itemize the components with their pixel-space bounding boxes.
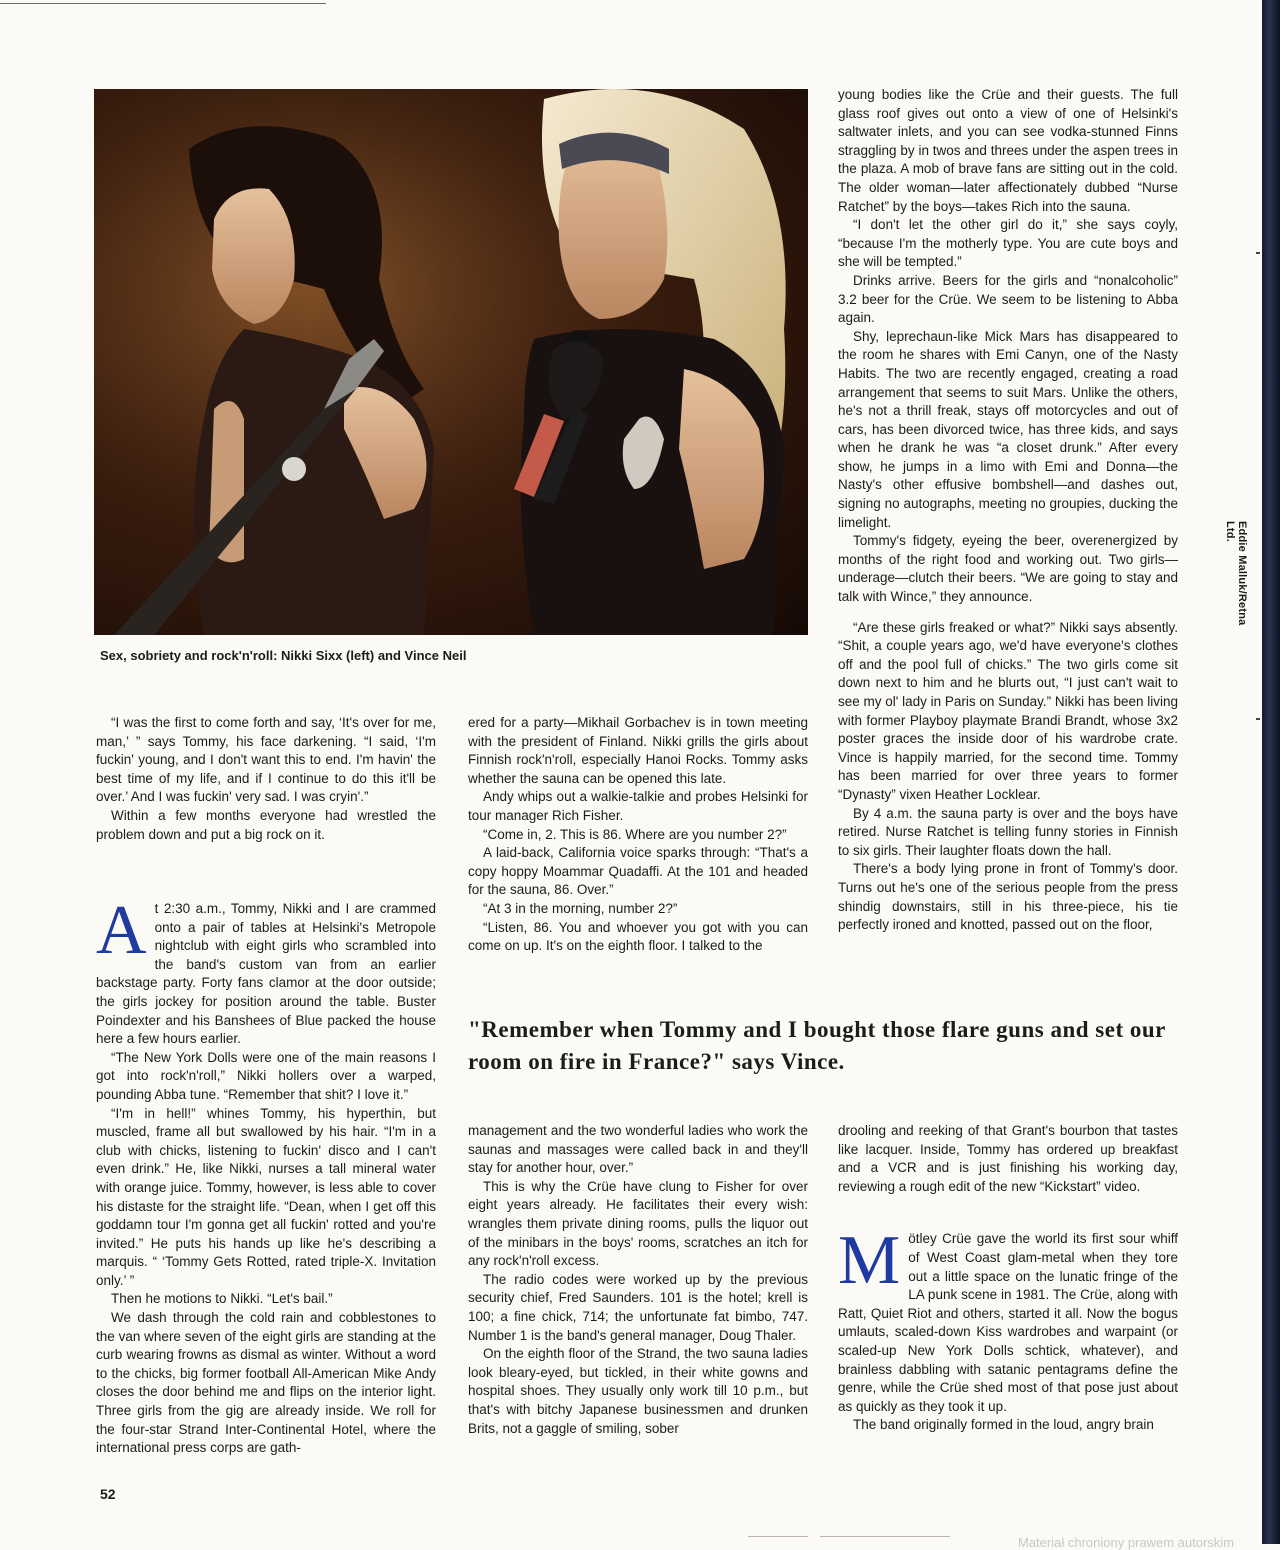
lead-text: ötley Crüe gave the world its first sour whiff of West Coast glam-metal when they tore out a little space on the lunatic fringe of the LA punk scene in 1981. The Crüe, along with Ratt, Quiet Riot and others, started it all. Now the bogus umlauts, scaled-down Kiss wardrobes and warpaint (or scaled-up New York Dolls schtick, whatever), and brainless dabbling with satanic pentagrams define the genre, while the Crüe shed most of that pose just about as quickly as they took it up. (838, 1231, 1178, 1414)
drop-cap-m: M (838, 1222, 901, 1300)
concert-photo-illustration (94, 89, 808, 635)
paragraph: Shy, leprechaun-like Mick Mars has disappeared to the room he shares with Emi Canyn, one of the Nasty Habits. The two are recently engaged, creating a road arrangement that seems to suit Mars. Unlike the others, he's not a thrill freak, stays off motorcycles and out of cars, has been divorced twice, has three kids, and says when he drank he was “a closet drunk.” After every show, he jumps in a limo with Emi and Donna—the Nasty's other effusive bombshell—and dashes out, signing no autographs, meeting no groupies, ducking the limelight. (838, 328, 1178, 530)
paragraph: A laid-back, California voice sparks through: “That's a copy hoppy Moammar Quadaffi. At the 101 and headed for the sauna, 86. Over.” (468, 845, 808, 898)
column-1-bottom (96, 892, 436, 1458)
lead-text: t 2:30 a.m., Tommy, Nikki and I are crammed onto a pair of tables at Helsinki's Metropole nightclub with eight girls who scrambled into the band's custom van from an earlier backstage party. Forty fans clamor at the door outside; the girls jockey for position around the table. Buster Poindexter and his Banshees of Blue packed the house here a few hours earlier. (96, 901, 436, 1047)
photo-caption: Sex, sobriety and rock'n'roll: Nikki Sixx (left) and Vince Neil (100, 648, 467, 663)
column-3-bottom (838, 1122, 1178, 1435)
paragraph: The band originally formed in the loud, angry brain (853, 1417, 1154, 1433)
paragraph: young bodies like the Crüe and their guests. The full glass roof gives out onto a view of one of Helsinki's saltwater inlets, and you can see vodka-stunned Finns straggling by in twos and threes under the aspen trees in the plaza. A mob of brave fans are sitting out in the cold. The older woman—later affectionately dubbed “Nurse Ratchet” by the boys—takes Rich into the sauna. (838, 87, 1178, 214)
section-lead (96, 892, 436, 1049)
paragraph: “I'm in hell!” whines Tommy, his hyperthin, but muscled, frame all but swallowed by his hair. “I'm in a club with chicks, listening to fuckin' disco and I can't even drink.” He, like Nikki, nurses a tall mineral water with orange juice. Tommy, however, is less able to cover his distaste for the straight life. “Dean, when I get off this goddamn tour I'm gonna get all fuckin' rotted and you're invited.” He puts his hands up like he's describing a marquis. “ ‘Tommy Gets Rotted, rated triple-X. Invitation only.’ ” (96, 1105, 436, 1288)
paragraph: “Come in, 2. This is 86. Where are you number 2?” (483, 826, 787, 842)
paragraph: Tommy's fidgety, eyeing the beer, overenergized by months of the right food and working out. Two girls—underage—clutch their beers. “We are going to stay and talk with Wince,” they announce. (838, 533, 1178, 605)
column-1-top (96, 714, 436, 844)
paragraph: “Are these girls freaked or what?” Nikki says absently. “Shit, a couple years ago, we'd have everyone's clothes off and the pool full of chicks.” The two girls come sit down next to him and he blurts out, “I just can't wait to see my ol' lady in Paris on Sunday.” Nikki has been living with former Playboy playmate Brandi Brandt, whose 3x2 poster graces the inside door of his wardrobe crate. Vince is happily married, for the second time. Tommy has been married for over three years to former “Dynasty” vixen Heather Locklear. (838, 619, 1178, 802)
paragraph: “At 3 in the morning, number 2?” (483, 900, 678, 916)
divider (820, 1536, 950, 1537)
section-lead (838, 1222, 1178, 1416)
paragraph: “I don't let the other girl do it,” she says coyly, “because I'm the motherly type. You are cute boys and she will be tempted.” (838, 217, 1178, 270)
paragraph: Within a few months everyone had wrestled the problem down and put a big rock on it. (96, 807, 436, 842)
paragraph: Drinks arrive. Beers for the girls and “nonalcoholic” 3.2 beer for the Crüe. We seem to be listening to Abba again. (838, 272, 1178, 326)
divider (748, 1536, 808, 1537)
paragraph: drooling and reeking of that Grant's bourbon that tastes like lacquer. Inside, Tommy has ordered up breakfast and a VCR and is just finishing his working day, reviewing a rough edit of the new “Kickstart” video. (838, 1123, 1178, 1194)
photo-credit: Eddie Malluk/Retna Ltd. (1224, 521, 1248, 626)
edge-mark (1256, 252, 1260, 254)
paragraph: On the eighth floor of the Strand, the two sauna ladies look bleary-eyed, but tickled, in their white gowns and hospital shoes. They usually only work till 10 p.m., but that's with bitchy Japanese businessmen and drunken Brits, not a gaggle of smiling, sober (468, 1346, 808, 1436)
drop-cap-a: A (96, 892, 147, 969)
paragraph: Then he motions to Nikki. “Let's bail.” (111, 1291, 333, 1307)
copyright-watermark: Materiał chroniony prawem autorskim (1018, 1535, 1235, 1550)
paragraph: This is why the Crüe have clung to Fisher for over eight years already. He facilitates their every wish: wrangles them private dining rooms, pulls the liquor out of the minibars in the boys' rooms, scratches an itch for any rock'n'roll excess. (468, 1178, 808, 1269)
pull-quote: "Remember when Tommy and I bought those flare guns and set our room on fire in France?" says Vince. (468, 1017, 1166, 1074)
column-3-top (838, 86, 1178, 935)
concert-photo (94, 89, 808, 635)
paragraph: management and the two wonderful ladies who work the saunas and massages were called back in and they'll stay for another hour, over.” (468, 1123, 808, 1176)
column-2-top (468, 714, 808, 956)
page-edge (1262, 0, 1280, 1544)
paragraph: By 4 a.m. the sauna party is over and the boys have retired. Nurse Ratchet is telling funny stories in Finnish to six girls. Their laughter floats down the hall. (838, 805, 1178, 858)
paragraph: “Listen, 86. You and whoever you got with you can come on up. It's on the eighth floor. I talked to the (468, 919, 808, 954)
paragraph: We dash through the cold rain and cobblestones to the van where seven of the eight girls are standing at the curb wearing frowns as dismal as winter. Without a word to the chicks, big former football All-American Mike Andy closes the door behind me and flips on the interior light. Three girls from the gig are already inside. We roll for the four-star Strand Inter-Continental Hotel, where the international press corps are gath- (96, 1310, 436, 1456)
paragraph: Andy whips out a walkie-talkie and probes Helsinki for tour manager Rich Fisher. (468, 789, 808, 823)
edge-mark (1256, 718, 1260, 720)
paragraph: The radio codes were worked up by the previous security chief, Fred Saunders. 101 is the hotel; krell is 100; a fine chick, 714; the unfortunate fat bimbo, 747. Number 1 is the band's general manager, Doug Thaler. (468, 1271, 808, 1343)
page-number: 52 (100, 1486, 116, 1502)
paragraph: “The New York Dolls were one of the main reasons I got into rock'n'roll,” Nikki hollers over a warped, pounding Abba tune. “Remember that shit? I love it.” (96, 1049, 436, 1102)
top-rule (0, 3, 326, 4)
column-2-bottom (468, 1122, 808, 1438)
paragraph: There's a body lying prone in front of Tommy's door. Turns out he's one of the serious people from the press shindig downstairs, still in his three-piece, his tie perfectly ironed and knotted, passed out on the floor, (838, 861, 1178, 933)
paragraph: ered for a party—Mikhail Gorbachev is in town meeting with the president of Finland. Nikki grills the girls about Finnish rock'n'roll, especially Hanoi Rocks. Tommy asks whether the sauna can be opened this late. (468, 715, 808, 786)
paragraph: “I was the first to come forth and say, ‘It's over for me, man,’ ” says Tommy, his face darkening. “I said, ‘I'm fuckin' young, and I don't want this to end. I'm havin' the best time of my life, and if I continue to do this it'll be over.’ And I was fuckin' very sad. I was cryin'.” (96, 715, 436, 805)
